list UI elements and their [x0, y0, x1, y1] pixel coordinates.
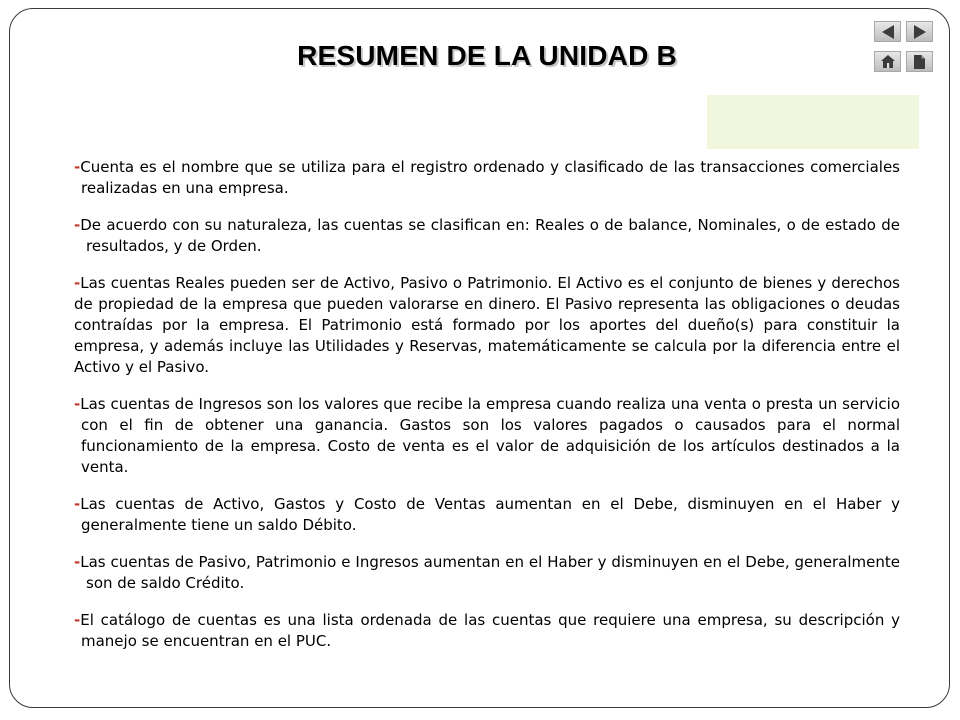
summary-paragraph	[74, 273, 900, 378]
paragraph-text: Las cuentas Reales pueden ser de Activo, Pasivo o Patrimonio. El Activo es el conjunto de bienes y derechos de propiedad de la empresa que pueden valorarse en dinero. El Pasivo representa las obligaciones o deudas contraídas por la empresa. El Patrimonio está formado por los aportes del dueño(s) para constituir la empresa, y además incluye las Utilidades y Reservas, matemáticamente se calcula por la diferencia entre el Activo y el Pasivo.	[74, 274, 900, 376]
paragraph-text: Las cuentas de Ingresos son los valores que recibe la empresa cuando realiza una venta o presta un servicio con el fin de obtener una ganancia. Gastos son los valores pagados o causados para el normal funcionamiento de la empresa. Costo de venta es el valor de adquisición de los artículos destinados a la venta.	[80, 395, 900, 476]
accent-box	[707, 95, 919, 149]
bullet-dash: -	[74, 495, 81, 513]
summary-content	[74, 157, 900, 668]
summary-paragraph	[74, 394, 900, 478]
triangle-right-icon	[914, 25, 926, 39]
document-button[interactable]	[906, 51, 933, 72]
paragraph-text: De acuerdo con su naturaleza, las cuentas se clasifican en: Reales o de balance, Nominales, o de estado de resultados, y de Orden.	[80, 216, 900, 255]
paragraph-text: Las cuentas de Activo, Gastos y Costo de Ventas aumentan en el Debe, disminuyen en el Haber y generalmente tiene un saldo Débito.	[80, 495, 900, 534]
document-icon	[914, 55, 925, 69]
next-slide-button[interactable]	[906, 21, 933, 42]
bullet-dash: -	[74, 611, 81, 629]
bullet-dash: -	[74, 553, 81, 571]
bullet-dash: -	[74, 216, 81, 234]
bullet-dash: -	[74, 158, 81, 176]
page-title: RESUMEN DE LA UNIDAD B	[297, 40, 677, 71]
home-icon	[881, 55, 895, 68]
summary-paragraph	[74, 552, 900, 594]
summary-paragraph	[74, 494, 900, 536]
home-button[interactable]	[874, 51, 901, 72]
summary-paragraph	[74, 157, 900, 199]
paragraph-text: El catálogo de cuentas es una lista ordenada de las cuentas que requiere una empresa, su descripción y manejo se encuentran en el PUC.	[80, 611, 900, 650]
paragraph-text: Cuenta es el nombre que se utiliza para el registro ordenado y clasificado de las transacciones comerciales realizadas en una empresa.	[80, 158, 900, 197]
paragraph-text: Las cuentas de Pasivo, Patrimonio e Ingresos aumentan en el Haber y disminuyen en el Debe, generalmente son de saldo Crédito.	[80, 553, 900, 592]
triangle-left-icon	[882, 25, 894, 39]
summary-paragraph	[74, 610, 900, 652]
bullet-dash: -	[74, 274, 81, 292]
prev-slide-button[interactable]	[874, 21, 901, 42]
bullet-dash: -	[74, 395, 81, 413]
summary-paragraph	[74, 215, 900, 257]
